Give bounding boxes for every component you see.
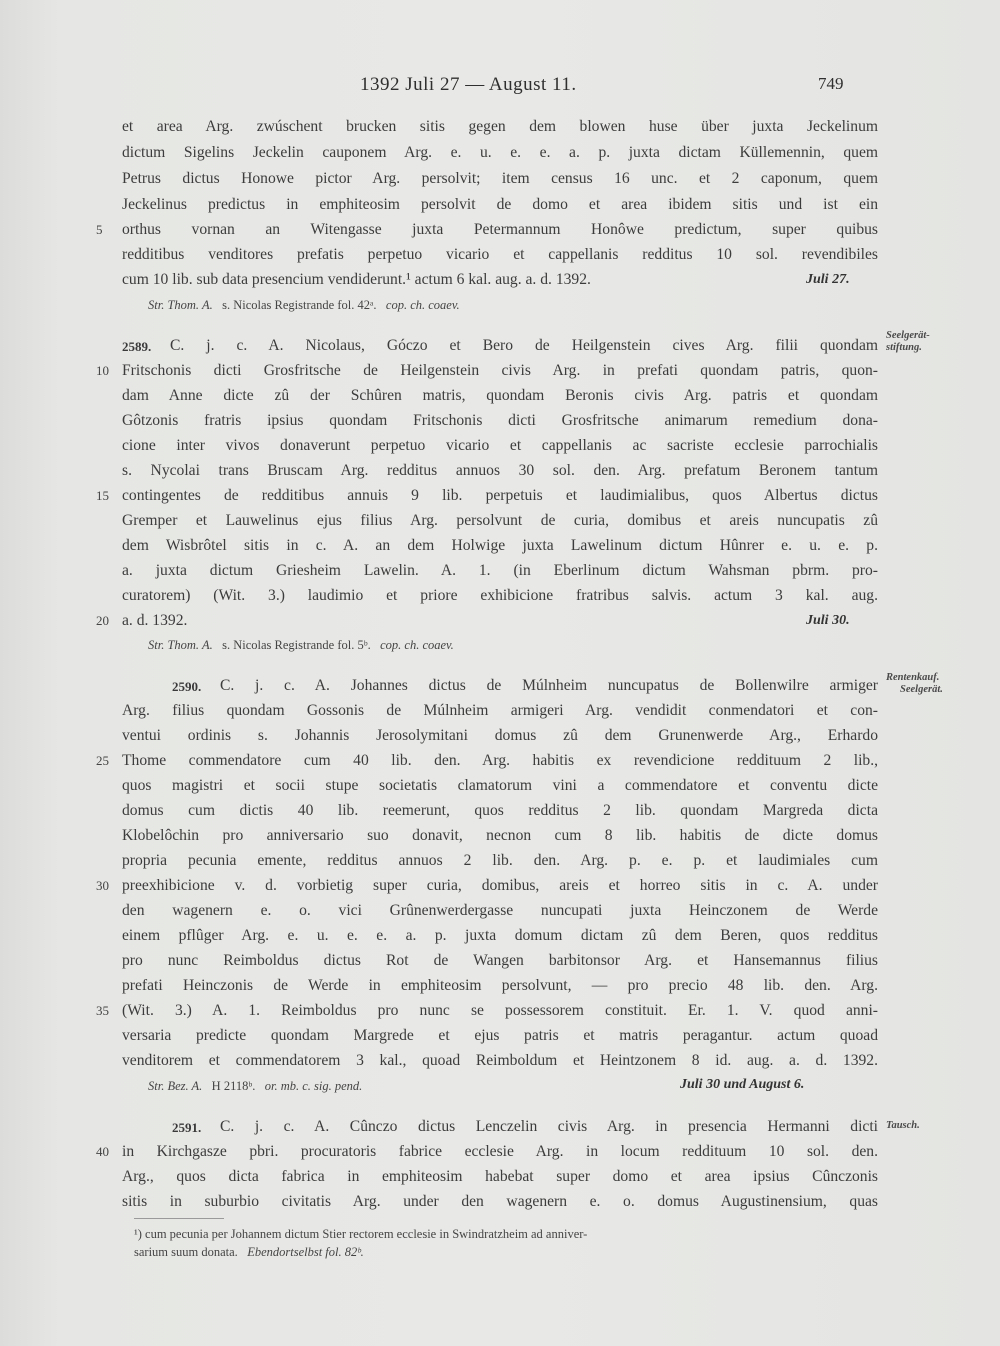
text-line: quos magistri et socii stupe societatis clamatorum vini a commendatore et conventu dicte	[122, 777, 878, 794]
footnote-source: Ebendortselbst fol. 82ᵇ.	[247, 1245, 364, 1259]
source-citation	[148, 637, 454, 653]
text-line: redditibus venditores prefatis perpetuo vicario et cappellanis redditus 10 sol. revendibiles	[122, 246, 878, 263]
text-line: dem Wisbrôtel sitis in c. A. an dem Holwige juxta Lawelinum dictum Hûnrer e. u. e. p.	[122, 537, 878, 554]
text-line: einem pflûger Arg. e. u. e. e. a. p. juxta domum dictam zû dem Beren, quos redditus	[122, 927, 878, 944]
text-line: cum 10 lib. sub data presencium vendiderunt.¹ actum 6 kal. aug. a. d. 1392.	[122, 271, 591, 288]
page-number: 749	[818, 74, 844, 93]
text-line: domus cum dictis 40 lib. reemerunt, quos redditus 2 lib. quondam Margreda dicta	[122, 802, 878, 819]
text-line: propria pecunia emente, redditus annuos 2 lib. den. Arg. p. e. p. et laudimiales cum	[122, 852, 878, 869]
text-line: Gremper et Lauwelinus ejus filius Arg. persolvunt de curia, domibus et areis nuncupatis zû	[122, 512, 878, 529]
line-number: 10	[96, 363, 109, 378]
text-line: Arg., quos dicta fabrica in emphiteosim habebat super domo et area ipsius Cûnczonis	[122, 1168, 878, 1185]
text-line: s. Nycolai trans Bruscam Arg. redditus annuos 30 sol. den. Arg. prefatum Beronem tantum	[122, 462, 878, 479]
text-line: C. j. c. A. Cûnczo dictus Lenczelin civis Arg. in presencia Hermanni dicti	[220, 1118, 878, 1135]
text-line: curatorem) (Wit. 3.) laudimio et priore exhibicione fratribus salvis. actum 3 kal. aug.	[122, 587, 878, 604]
source-citation	[148, 1078, 362, 1094]
text-line: ventui ordinis s. Johannis Jerosolymitani domus zû dem Grunenwerde Arg., Erhardo	[122, 727, 878, 744]
entry-number: 2589.	[122, 339, 152, 354]
text-line: sitis in suburbio civitatis Arg. under den wagenern e. o. domus Augustinensium, quas	[122, 1193, 878, 1210]
text-line: C. j. c. A. Johannes dictus de Múlnheim nuncupatus de Bollenwilre armiger	[220, 677, 878, 694]
line-number: 20	[96, 613, 109, 628]
text-line: preexhibicione v. d. vorbietig super curia, domibus, areis et horreo sitis in c. A. under	[122, 877, 878, 894]
footnote-line: ¹) cum pecunia per Johannem dictum Stier rectorem ecclesie in Swindratzheim ad anniver-	[134, 1227, 588, 1241]
source-type: cop. ch. coaev.	[380, 638, 454, 652]
margin-note-line: Seelgerät.	[900, 684, 943, 695]
source-archive: Str. Thom. A.	[148, 298, 213, 312]
entry-number: 2590.	[172, 679, 202, 694]
text-line: prefati Heinczonis de Werde in emphiteosim persolvunt, — pro precio 48 lib. den. Arg.	[122, 977, 878, 994]
text-line: et area Arg. zwúschent brucken sitis gegen dem blowen huse über juxta Jeckelinum	[122, 118, 878, 135]
text-line: pro nunc Reimboldus dictus Rot de Wangen barbitonsor Arg. et Hansemannus filius	[122, 952, 878, 969]
footnote-rule	[134, 1218, 224, 1219]
source-ref: s. Nicolas Registrande fol. 42ᵃ.	[222, 298, 377, 312]
text-line: dictum Sigelins Jeckelin cauponem Arg. e. u. e. e. a. p. juxta dictam Küllemennin, quem	[122, 144, 878, 161]
text-line: cione inter vivos donaverunt perpetuo vicario et cappellanis ac sacriste ecclesie parrochialis	[122, 437, 878, 454]
line-number: 30	[96, 878, 109, 893]
text-line: in Kirchgasze pbri. procuratoris fabrice ecclesie Arg. in locum reddituum 10 sol. den.	[122, 1143, 878, 1160]
entry-date: Juli 30.	[806, 613, 850, 628]
text-line: Thome commendatore cum 40 lib. den. Arg. habitis ex revendicione reddituum 2 lib.,	[122, 752, 878, 769]
margin-note-line: stiftung.	[886, 342, 922, 353]
margin-note	[886, 1120, 920, 1132]
running-title: 1392 Juli 27 — August 11.	[360, 74, 577, 95]
entry-number: 2591.	[172, 1120, 202, 1135]
source-type: cop. ch. coaev.	[385, 298, 460, 312]
line-number: 15	[96, 488, 109, 503]
entry-date: Juli 27.	[806, 272, 850, 287]
text-line: den wagenern e. o. vici Grûnenwerdergasse nuncupati juxta Heinczonem de Werde	[122, 902, 878, 919]
text-line: Fritschonis dicti Grosfritsche de Heilgenstein civis Arg. in prefati quondam patris, quon-	[122, 362, 878, 379]
footnote-text: sarium suum donata.	[134, 1245, 238, 1259]
line-number: 40	[96, 1144, 109, 1159]
line-number: 25	[96, 753, 109, 768]
text-line: a. juxta dictum Griesheim Lawelin. A. 1. (in Eberlinum dictum Wahsman pbrm. pro-	[122, 562, 878, 579]
text-line: Arg. filius quondam Gossonis de Múlnheim armigeri Arg. vendidit conmendatori et con-	[122, 702, 878, 719]
text-line: Jeckelinus predictus in emphiteosim persolvit de domo et area ibidem sitis und ist ein	[122, 196, 878, 213]
footnote-line	[134, 1244, 878, 1260]
source-ref: H 2118ᵇ.	[211, 1079, 256, 1093]
text-line: versaria predicte quondam Margrede et ejus patris et matris peragantur. actum quoad	[122, 1027, 878, 1044]
line-number: 35	[96, 1003, 109, 1018]
text-line: dam Anne dicte zû der Schûren matris, quondam Beronis civis Arg. patris et quondam	[122, 387, 878, 404]
text-line: C. j. c. A. Nicolaus, Góczo et Bero de Heilgenstein cives Arg. filii quondam	[170, 337, 878, 354]
margin-note-line: Seelgerät-	[886, 330, 930, 341]
page-header	[0, 74, 1000, 104]
margin-note-line: Rentenkauf.	[886, 672, 940, 683]
source-type: or. mb. c. sig. pend.	[264, 1079, 363, 1093]
text-line: orthus vornan an Witengasse juxta Petermannum Honôwe predictum, super quibus	[122, 221, 878, 238]
margin-note	[886, 672, 943, 696]
text-line: Petrus dictus Honowe pictor Arg. persolvit; item census 16 unc. et 2 caponum, quem	[122, 170, 878, 187]
text-line: contingentes de redditibus annuis 9 lib. perpetuis et laudimialibus, quos Albertus dictus	[122, 487, 878, 504]
text-line: (Wit. 3.) A. 1. Reimboldus pro nunc se possessorem constituit. Er. 1. V. quod anni-	[122, 1002, 878, 1019]
source-citation	[148, 297, 460, 313]
margin-note-line: Tausch.	[886, 1120, 920, 1131]
line-number: 5	[96, 222, 103, 237]
source-archive: Str. Bez. A.	[148, 1079, 203, 1093]
entry-date: Juli 30 und August 6.	[680, 1077, 805, 1092]
source-archive: Str. Thom. A.	[148, 638, 213, 652]
text-line: Gôtzonis fratris ipsius quondam Fritschonis dicti Grosfritsche animarum remedium dona-	[122, 412, 878, 429]
source-ref: s. Nicolas Registrande fol. 5ᵇ.	[222, 638, 371, 652]
margin-note	[886, 330, 930, 354]
text-line: Klobelôchin pro anniversario suo donavit, necnon cum 8 lib. habitis de dicte domus	[122, 827, 878, 844]
text-line: a. d. 1392.	[122, 612, 188, 629]
text-line: venditorem et commendatorem 3 kal., quoad Reimboldum et Heintzonem 8 id. aug. a. d. 1392.	[122, 1052, 878, 1069]
